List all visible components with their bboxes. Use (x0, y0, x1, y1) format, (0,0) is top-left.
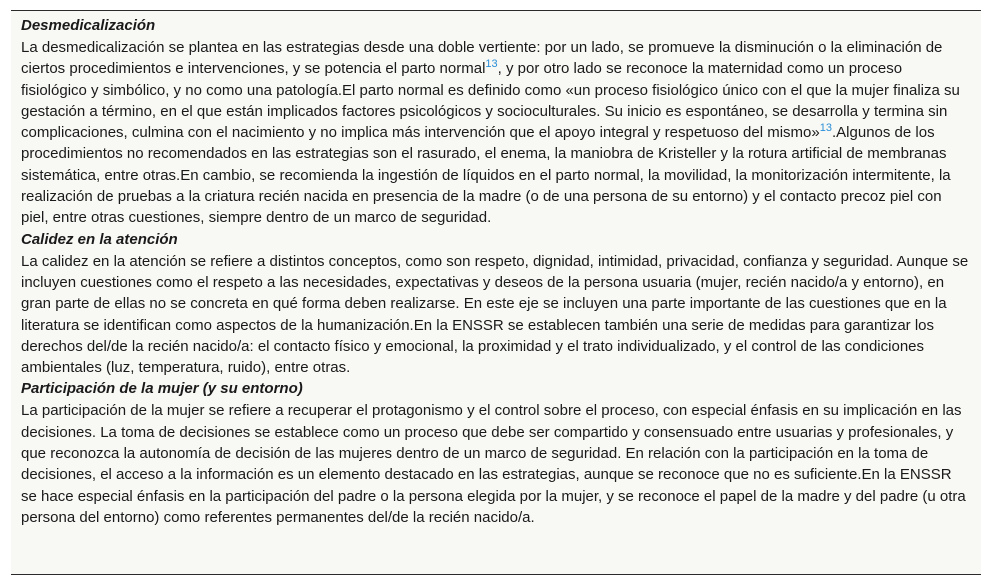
section-paragraph-participacion: La participación de la mujer se refiere a recuperar el protagonismo y el control sobre el proceso, con especial énfasis en su implicación en las decisiones. La toma de decisiones se establece como un proceso que debe ser compartido y consensuado entre usuarias y profesionales, y que reconozca la autonomía de decisión de las mujeres dentro de un marco de seguridad. En relación con la participación en la toma de decisiones, el acceso a la información es un elemento destacado en las estrategias, aunque se reconoce que no es suficiente.En la ENSSR se hace especial énfasis en la participación del padre o la persona elegida por la mujer, y se reconoce el papel de la madre y del padre (u otra persona del entorno) como referentes permanentes del/de la recién nacido/a. (21, 402, 966, 526)
paragraph-text: .Algunos de los procedimientos no recomendados en las estrategias son el rasurado, el enema, la maniobra de Kristeller y la rotura artificial de membranas sistemática, entre otras.En cambio, se recomienda la ingestión de líquidos en el parto normal, la movilidad, la monitorización intermitente, la realización de pruebas a la criatura recién nacida en presencia de la madre (o de una persona de su entorno) y el contacto precoz piel con piel, entre otras cuestiones, siempre dentro de un marco de seguridad. (21, 124, 951, 227)
section-paragraph-desmedicalizacion (21, 37, 971, 229)
section-heading-desmedicalizacion: Desmedicalización (21, 17, 156, 34)
section-paragraph-calidez: La calidez en la atención se refiere a distintos conceptos, como son respeto, dignidad, intimidad, privacidad, confianza y seguridad. Aunque se incluyen cuestiones como el respeto a las necesidades, expectativas y deseos de la persona usuaria (mujer, recién nacido/a y entorno), en gran parte de ellas no se concreta en qué forma deben realizarse. En este eje se incluyen una parte importante de las cuestiones que en la literatura se identifican como aspectos de la humanización.En la ENSSR se establecen también una serie de medidas para garantizar los derechos del/de la recién nacido/a: el contacto físico y emocional, la proximidad y el trato individualizado, y el control de las condiciones ambientales (luz, temperatura, ruido), entre otras. (21, 252, 969, 377)
reference-link[interactable]: 13 (819, 122, 832, 135)
paragraph-text: , y por otro lado se reconoce la maternidad como un proceso fisiológico y simbólico, y no como una patología.El parto normal es definido como «un proceso fisiológico único con el que la mujer finaliza su gestación a término, en el que están implicados factores psicológicos y socioculturales. Su inicio es espontáneo, se desarrolla y termina sin complicaciones, culmina con el nacimiento y no implica más intervención que el apoyo integral y respetuoso del mismo» (21, 60, 960, 142)
section-heading-participacion: Participación de la mujer (y su entorno) (21, 380, 303, 398)
reference-link[interactable]: 13 (485, 58, 498, 71)
section-heading-calidez: Calidez en la atención (21, 230, 178, 248)
paragraph-text: La desmedicalización se plantea en las estrategias desde una doble vertiente: por un lado, se promueve la disminución o la eliminación de ciertos procedimientos e intervenciones, y se potencia el parto normal (21, 39, 943, 78)
table-cell (11, 10, 981, 575)
